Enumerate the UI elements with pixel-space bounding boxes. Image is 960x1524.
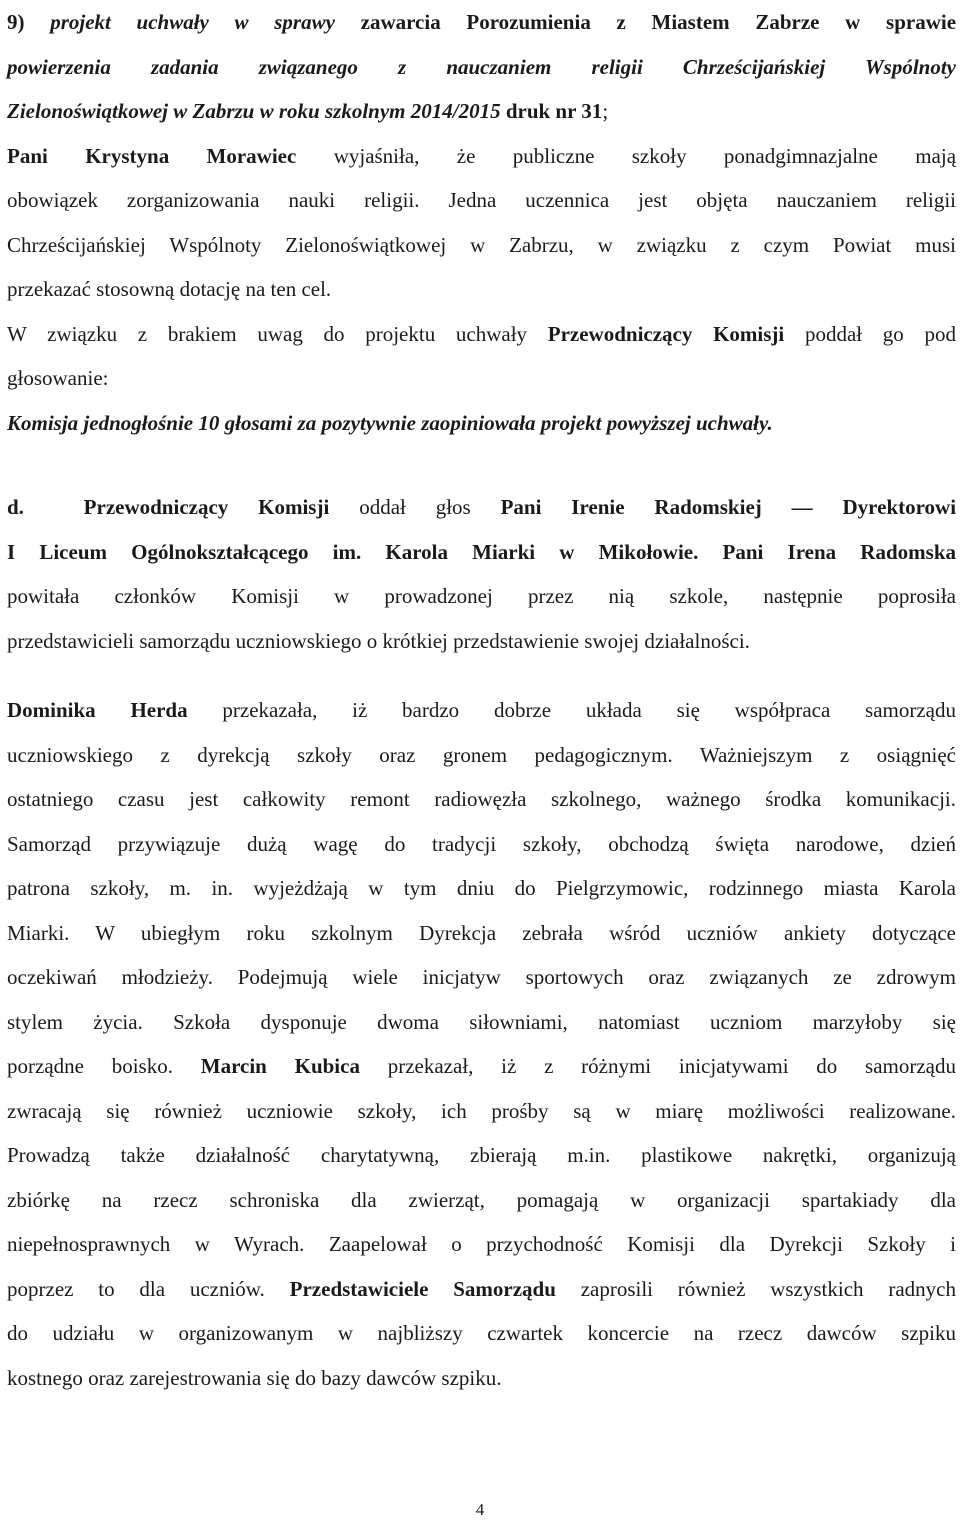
speaker-name: Pani Krystyna Morawiec <box>7 143 297 168</box>
paragraph-line: do udziału w organizowanym w najbliższy czwartek koncercie na rzecz dawców szpiku <box>7 1321 956 1345</box>
page-number: 4 <box>475 1500 485 1519</box>
paragraph-line: Prowadzą także działalność charytatywną, zbierają m.in. plastikowe nakrętki, organizują <box>7 1143 956 1167</box>
speaker-name: Dominika Herda <box>7 698 188 722</box>
paragraph-line: poprzez to dla uczniów. Przedstawiciele Samorządu zaprosili również wszystkich radnych <box>7 1276 956 1301</box>
paragraph-line: Pani Krystyna Morawiec wyjaśniła, że publiczne szkoły ponadgimnazjalne mają <box>7 143 957 168</box>
speaker-name: Przedstawiciele Samorządu <box>289 1276 556 1301</box>
section-9-title-line-3: Zielonoświątkowej w Zabrzu w roku szkolnym 2014/2015 druk nr 31; <box>7 99 609 123</box>
paragraph-line: ostatniego czasu jest całkowity remont radiowęzła szkolnego, ważnego środka komunikacji. <box>7 787 956 811</box>
paragraph-line: uczniowskiego z dyrekcją szkoły oraz gronem pedagogicznym. Ważniejszym z osiągnięć <box>7 742 956 767</box>
paragraph-line: Dominika Herda przekazała, iż bardzo dobrze układa się współpraca samorządu <box>7 698 957 722</box>
paragraph-line: Samorząd przywiązuje dużą wagę do tradycji szkoły, obchodzą święta narodowe, dzień <box>7 831 956 856</box>
paragraph-line: patrona szkoły, m. in. wyjeżdżają w tym dniu do Pielgrzymowic, rodzinnego miasta Karola <box>7 876 956 900</box>
item-letter: d. <box>7 495 24 519</box>
section-student-council <box>7 688 956 1400</box>
section-d-line-1: d. Przewodniczący Komisji oddał głos Pani Irenie Radomskiej — Dyrektorowi <box>7 495 957 519</box>
vote-result: Komisja jednogłośnie 10 głosami za pozytywnie zaopiniowała projekt powyższej uchwały. <box>7 410 773 435</box>
speaker-name: Marcin Kubica <box>200 1054 360 1078</box>
item-number: 9) <box>7 10 25 34</box>
paragraph-line: oczekiwań młodzieży. Podejmują wiele inicjatyw sportowych oraz związanych ze zdrowym <box>7 965 956 989</box>
paragraph-line: stylem życia. Szkoła dysponuje dwoma siłowniami, natomiast uczniom marzyłoby się <box>7 1009 956 1034</box>
paragraph-line: głosowanie: <box>7 366 109 390</box>
section-d-line-2: I Liceum Ogólnokształcącego im. Karola Miarki w Mikołowie. Pani Irena Radomska <box>7 539 956 564</box>
section-9-title-line-1: 9) projekt uchwały w sprawy zawarcia Porozumienia z Miastem Zabrze w sprawie <box>7 10 957 34</box>
paragraph-line: kostnego oraz zarejestrowania się do bazy dawców szpiku. <box>7 1365 502 1390</box>
paragraph-line: przekazać stosowną dotację na ten cel. <box>7 277 332 301</box>
paragraph-line: W związku z brakiem uwag do projektu uchwały Przewodniczący Komisji poddał go pod <box>7 321 957 346</box>
paragraph-line: zbiórkę na rzecz schroniska dla zwierząt, pomagają w organizacji spartakiady dla <box>7 1187 956 1212</box>
paragraph-line: powitała członków Komisji w prowadzonej przez nią szkole, następnie poprosiła <box>7 584 956 608</box>
paragraph-line: niepełnosprawnych w Wyrach. Zaapelował o przychodność Komisji dla Dyrekcji Szkoły i <box>7 1232 956 1256</box>
paragraph-line: porządne boisko. Marcin Kubica przekazał, iż z różnymi inicjatywami do samorządu <box>7 1054 957 1078</box>
paragraph-line: obowiązek zorganizowania nauki religii. Jedna uczennica jest objęta nauczaniem religii <box>7 188 956 212</box>
section-9-title-line-2: powierzenia zadania związanego z nauczaniem religii Chrześcijańskiej Wspólnoty <box>7 54 956 79</box>
section-9 <box>7 0 956 445</box>
paragraph-line: Miarki. W ubiegłym roku szkolnym Dyrekcja zebrała wśród uczniów ankiety dotyczące <box>7 920 956 945</box>
paragraph-line: przedstawicieli samorządu uczniowskiego o krótkiej przedstawienie swojej działalności. <box>7 628 750 653</box>
paragraph-line: Chrześcijańskiej Wspólnoty Zielonoświątkowej w Zabrzu, w związku z czym Powiat musi <box>7 232 956 257</box>
paragraph-line: zwracają się również uczniowie szkoły, ich prośby są w miarę możliwości realizowane. <box>7 1098 956 1123</box>
document-page <box>7 0 956 1400</box>
section-d <box>7 485 956 663</box>
